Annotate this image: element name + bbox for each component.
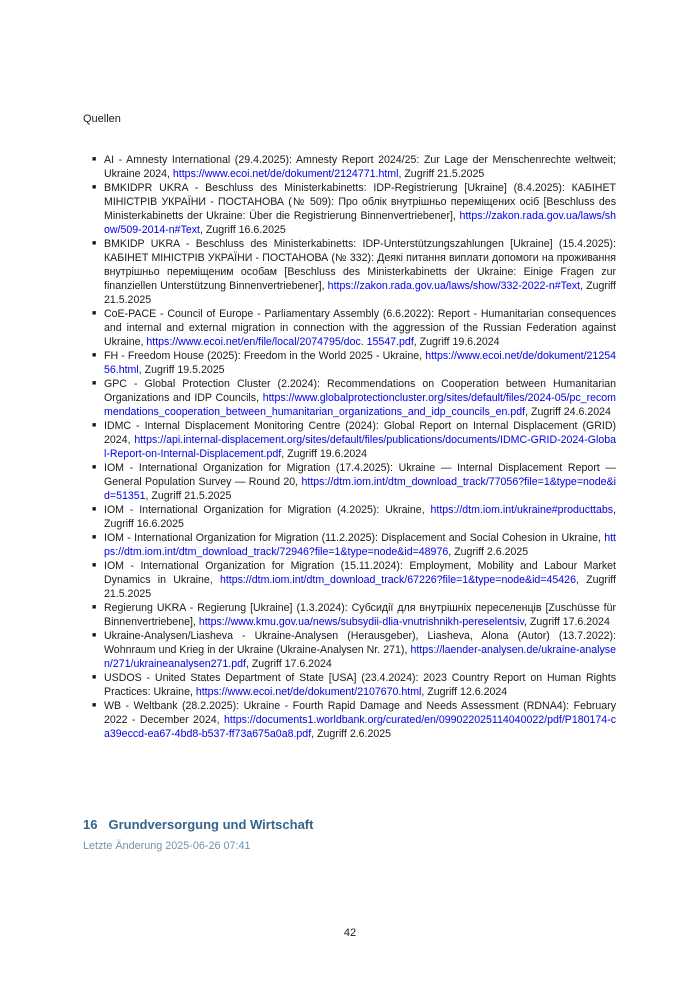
source-text-segment: , Zugriff 21.5.2025 [398, 168, 485, 180]
bullet-square-icon: ■ [92, 352, 97, 359]
source-text-segment: CoE-PACE - Council of Europe - Parliamentary Assembly (6.6.2022): Report - Humanitarian consequences and internal and external migration in connection with the aggression of the Russian Federation against Ukraine, [104, 308, 616, 348]
section-title: Grundversorgung und Wirtschaft [108, 817, 314, 832]
page-number: 42 [343, 927, 357, 939]
source-text-segment: GPC - Global Protection Cluster (2.2024): Recommendations on Cooperation between Humanitarian Organizations and IDP Councils, [104, 378, 616, 404]
source-item [92, 181, 616, 237]
source-text-segment: , Zugriff 17.6.2024 [245, 658, 332, 670]
source-link[interactable]: https://www.ecoi.net/de/dokument/2125456.html [104, 350, 616, 376]
source-text-segment: BMKIDPR UKRA - Beschluss des Ministerkabinetts: IDP-Registrierung [Ukraine] (8.4.2025): КАБІНЕТ МІНІСТРІВ УКРАЇНИ - ПОСТАНОВА (№ 509): Про облік внутрішньо переміщених осіб [Beschluss des Ministerkabinetts der Ukraine: Über die Registrierung Binnenvertriebener], [104, 182, 616, 222]
bullet-square-icon: ■ [92, 310, 97, 317]
source-text-segment: , Zugriff 2.6.2025 [448, 546, 529, 558]
source-link[interactable]: https://www.kmu.gov.ua/news/subsydii-dlia-vnutrishnikh-pereselentsiv [198, 616, 525, 628]
source-link[interactable]: https://www.globalprotectioncluster.org/sites/default/files/2024-05/pc_recommendations_cooperation_between_humanitarian_organizations_and_idp_councils_en.pdf [104, 392, 616, 418]
source-item [92, 153, 616, 181]
source-item [92, 559, 616, 601]
source-text-segment: , Zugriff 16.6.2025 [200, 224, 286, 236]
source-text-segment: FH - Freedom House (2025): Freedom in the World 2025 - Ukraine, [104, 350, 426, 362]
source-text-segment: WB - Weltbank (28.2.2025): Ukraine - Fourth Rapid Damage and Needs Assessment (RDNA4): February 2022 - December 2024, [104, 700, 616, 726]
bullet-square-icon: ■ [92, 562, 97, 569]
source-text-segment: , Zugriff 19.6.2024 [281, 448, 368, 460]
source-text-segment: IOM - International Organization for Migration (11.2.2025): Displacement and Social Cohesion in Ukraine, [104, 532, 605, 544]
source-link[interactable]: https://zakon.rada.gov.ua/laws/show/509-2014-n#Text [104, 210, 616, 236]
source-text-segment: Ukraine-Analysen/Liasheva - Ukraine-Analysen (Herausgeber), Liasheva, Alona (Autor) (13.7.2022): Wohnraum und Krieg in der Ukraine (Ukraine-Analysen Nr. 271), [104, 630, 616, 656]
source-link[interactable]: https://dtm.iom.int/dtm_download_track/77056?file=1&type=node&id=51351 [104, 476, 616, 502]
source-link[interactable]: https://www.ecoi.net/de/dokument/2107670.html [195, 686, 422, 698]
source-link[interactable]: https://www.ecoi.net/de/dokument/2124771.html [172, 168, 399, 180]
source-item [92, 237, 616, 307]
source-text-segment: , Zugriff 16.6.2025 [104, 504, 616, 530]
source-text-segment: AI - Amnesty International (29.4.2025): Amnesty Report 2024/25: Zur Lage der Menschenrechte weltweit; Ukraine 2024, [104, 154, 616, 180]
source-item [92, 671, 616, 699]
source-text-segment: , Zugriff 2.6.2025 [311, 728, 392, 740]
source-text-segment: Regierung UKRA - Regierung [Ukraine] (1.3.2024): Субсидії для внутрішніх переселенців [Zuschüsse für Binnenvertriebene], [104, 602, 616, 628]
bullet-square-icon: ■ [92, 422, 97, 429]
source-item [92, 629, 616, 671]
source-item [92, 419, 616, 461]
source-text-segment: , Zugriff 21.5.2025 [104, 574, 616, 600]
source-text-segment: , Zugriff 19.6.2024 [413, 336, 500, 348]
bullet-square-icon: ■ [92, 156, 97, 163]
bullet-square-icon: ■ [92, 506, 97, 513]
bullet-square-icon: ■ [92, 632, 97, 639]
source-link[interactable]: https://zakon.rada.gov.ua/laws/show/332-2022-n#Text [327, 280, 581, 292]
bullet-square-icon: ■ [92, 380, 97, 387]
last-modified-text: Letzte Änderung 2025-06-26 07:41 [83, 840, 251, 852]
source-link[interactable]: https://api.internal-displacement.org/sites/default/files/publications/documents/IDMC-GRID-2024-Global-Report-on-Internal-Displacement.pdf [104, 434, 616, 460]
source-text-segment: BMKIDP UKRA - Beschluss des Ministerkabinetts: IDP-Unterstützungszahlungen [Ukraine] (15.4.2025): КАБІНЕТ МІНІСТРІВ УКРАЇНИ - ПОСТАНОВА (№ 332): Деякі питання виплати допомоги на проживання внутрішньо переміщеним особам [Beschluss des Ministerkabinetts der Ukraine: Einige Fragen zur finanziellen Unterstützung Binnenvertriebener], [104, 238, 616, 292]
bullet-square-icon: ■ [92, 702, 97, 709]
source-link[interactable]: https://dtm.iom.int/ukraine#producttabs [430, 504, 614, 516]
source-link[interactable]: https://laender-analysen.de/ukraine-analysen/271/ukraineanalysen271.pdf [104, 644, 616, 670]
source-text-segment: USDOS - United States Department of State [USA] (23.4.2024): 2023 Country Report on Human Rights Practices: Ukraine, [104, 672, 616, 698]
source-text-segment: , Zugriff 21.5.2025 [104, 280, 616, 306]
source-link[interactable]: https://dtm.iom.int/dtm_download_track/67226?file=1&type=node&id=45426 [219, 574, 576, 586]
sources-list [92, 153, 616, 741]
source-text-segment: , Zugriff 19.5.2025 [138, 364, 225, 376]
bullet-square-icon: ■ [92, 464, 97, 471]
source-item [92, 601, 616, 629]
source-text-segment: , Zugriff 17.6.2024 [524, 616, 610, 628]
source-link[interactable]: https://documents1.worldbank.org/curated/en/099022025114040022/pdf/P180174-ca39eccd-ea67-4bd8-b537-ff73a675a0a8.pdf [104, 714, 616, 740]
sources-heading: Quellen [83, 113, 121, 125]
section-number: 16 [83, 817, 98, 832]
source-link[interactable]: https://dtm.iom.int/dtm_download_track/72946?file=1&type=node&id=48976 [104, 532, 616, 558]
bullet-square-icon: ■ [92, 674, 97, 681]
source-text-segment: , Zugriff 24.6.2024 [525, 406, 611, 418]
source-text-segment: IOM - International Organization for Migration (4.2025): Ukraine, [104, 504, 431, 516]
bullet-square-icon: ■ [92, 240, 97, 247]
bullet-square-icon: ■ [92, 184, 97, 191]
source-item [92, 349, 616, 377]
bullet-square-icon: ■ [92, 604, 97, 611]
section-heading [83, 817, 313, 833]
source-item [92, 531, 616, 559]
source-text-segment: , Zugriff 12.6.2024 [421, 686, 508, 698]
source-item [92, 377, 616, 419]
source-item [92, 699, 616, 741]
source-item [92, 461, 616, 503]
source-text-segment: IDMC - Internal Displacement Monitoring Centre (2024): Global Report on Internal Displacement (GRID) 2024, [104, 420, 616, 446]
source-text-segment: , Zugriff 21.5.2025 [145, 490, 232, 502]
source-text-segment: IOM - International Organization for Migration (15.11.2024): Employment, Mobility and Labour Market Dynamics in Ukraine, [104, 560, 616, 586]
source-link[interactable]: https://www.ecoi.net/en/file/local/2074795/doc. 15547.pdf [146, 336, 414, 348]
source-item [92, 503, 616, 531]
source-text-segment: IOM - International Organization for Migration (17.4.2025): Ukraine — Internal Displacement Report — General Population Survey — Round 20, [104, 462, 616, 488]
bullet-square-icon: ■ [92, 534, 97, 541]
source-item [92, 307, 616, 349]
